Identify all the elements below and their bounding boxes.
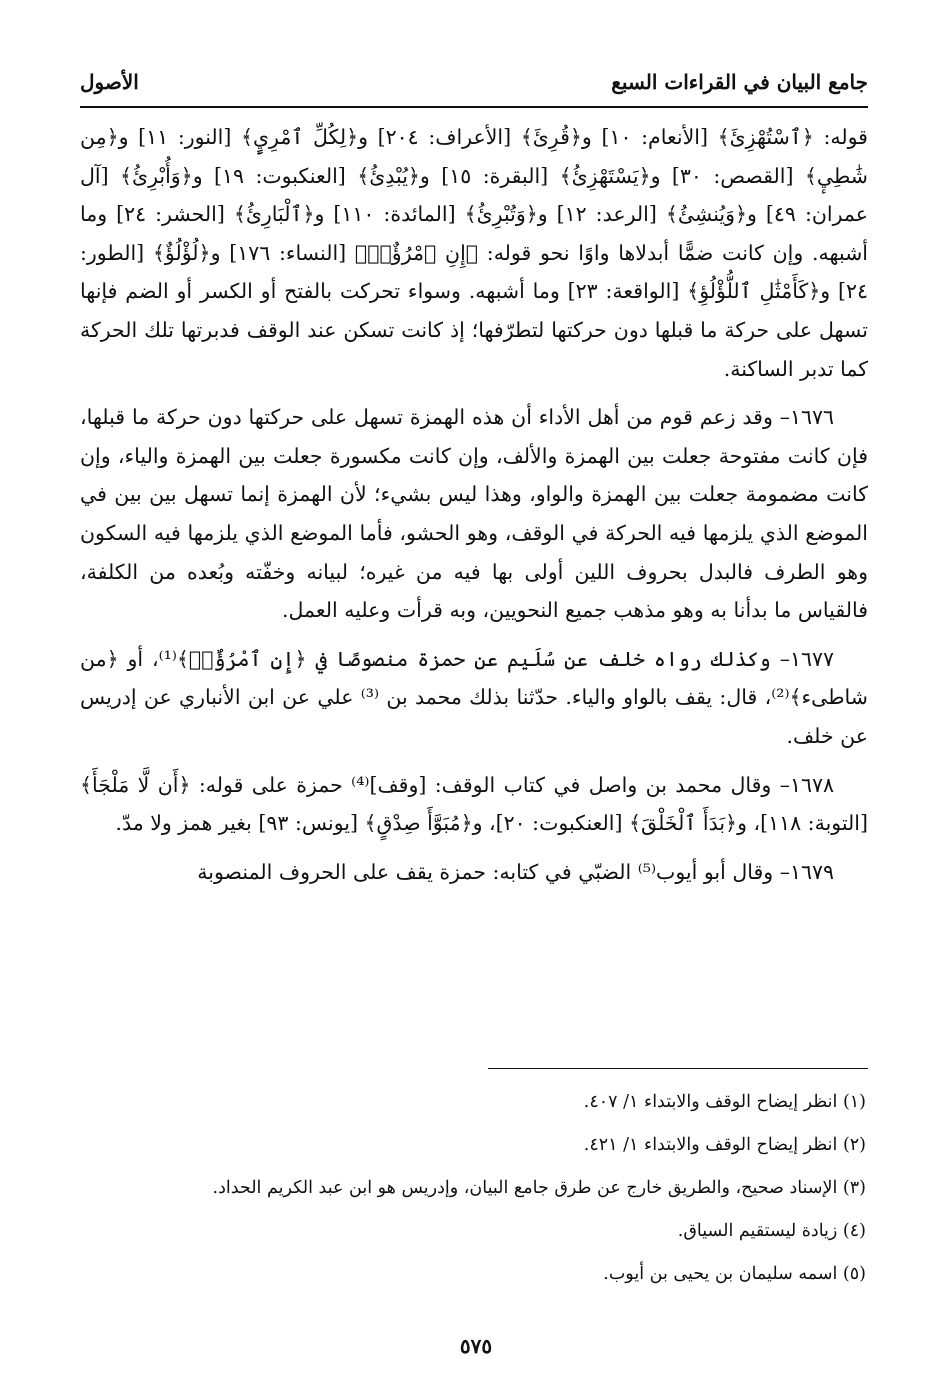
footnote-rule: [488, 1068, 868, 1069]
paragraph-1678: ١٦٧٨– وقال محمد بن واصل في كتاب الوقف: [وقف]⁽⁴⁾ حمزة على قوله: ﴿أَن لَّا مَلْجَأَ﴾ [التوبة: ١١٨]، و﴿بَدَأَ ٱلْخَلْقَ﴾ [العنكبوت: ٢٠]، و﴿مُبَوَّأَ صِدْقٍ﴾ [يونس: ٩٣] بغير همز ولا مدّ.: [80, 772, 868, 836]
book-title: جامع البيان في القراءات السبع: [611, 70, 868, 94]
footnotes: [80, 1086, 868, 1301]
main-text: [80, 118, 868, 901]
section-title: الأصول: [80, 70, 139, 94]
footnote-4: (٤) زيادة ليستقيم السياق.: [677, 1221, 866, 1241]
footnote-1: (١) انظر إيضاح الوقف والابتداء ١/ ٤٠٧.: [583, 1092, 866, 1112]
footnote-3: (٣) الإسناد صحيح، والطريق خارج عن طرق جامع البيان، وإدريس هو ابن عبد الكريم الحداد.: [212, 1178, 866, 1198]
paragraph-1677: ١٦٧٧– وكذلك رواه خلف عن سُلَيم عن حمزة منصوصًا في ﴿إِنِ ٱمْرُؤٌا۟﴾⁽¹⁾، أو ﴿من شاطىء﴾⁽²⁾، قال: يقف بالواو والياء. حدّثنا بذلك محمد بن ⁽³⁾ علي عن ابن الأنباري عن إدريس عن خلف.: [80, 646, 868, 748]
footnote-2: (٢) انظر إيضاح الوقف والابتداء ١/ ٤٢١.: [583, 1135, 866, 1155]
paragraph-1679: ١٦٧٩– وقال أبو أيوب⁽⁵⁾ الضبّي في كتابه: حمزة يقف على الحروف المنصوبة: [197, 859, 834, 884]
page-number: ٥٧٥: [459, 1334, 493, 1358]
footnote-5: (٥) اسمه سليمان بن يحيى بن أيوب.: [603, 1264, 866, 1284]
paragraph-continuation: قوله: ﴿ٱسْتُهْزِئَ﴾ [الأنعام: ١٠] و﴿قُرِئَ﴾ [الأعراف: ٢٠٤] و﴿لِكُلِّ ٱمْرِيٍٕ﴾ [النور: ١١] و﴿مِن شَٰطِيٕ﴾ [القصص: ٣٠] و﴿يَسْتَهْزِئُ﴾ [البقرة: ١٥] و﴿يُبْدِئُ﴾ [العنكبوت: ١٩] و﴿وَأُبْرِئُ﴾ [آل عمران: ٤٩] و﴿وَيُنشِئُ﴾ [الرعد: ١٢] و﴿وَتُبْرِئُ﴾ [المائدة: ١١٠] و﴿ٱلْبَارِئُ﴾ [الحشر: ٢٤] وما أشبهه. وإن كانت ضمًّا أبدلاها واوًا نحو قوله: ﴿إِنِ ٱمْرُؤٌا۟﴾ [النساء: ١٧٦] و﴿لُؤْلُؤٌ﴾ [الطور: ٢٤] و﴿كَأَمْثَٰلِ ٱللُّؤْلُؤِ﴾ [الواقعة: ٢٣] وما أشبهه. وسواء تحركت بالفتح أو الكسر أو الضم فإنها تسهل على حركة ما قبلها دون حركتها لتطرّفها؛ إذ كانت تسكن عند الوقف فدبرتها تلك الحركة كما تدبر الساكنة.: [80, 125, 869, 381]
paragraph-1676: ١٦٧٦– وقد زعم قوم من أهل الأداء أن هذه الهمزة تسهل على حركتها دون حركة ما قبلها، فإن كانت مفتوحة جعلت بين الهمزة والألف، وإن كانت مكسورة جعلت بين الهمزة والياء، وإن كانت مضمومة جعلت بين الهمزة والواو، وهذا ليس بشيء؛ لأن الهمزة إنما تسهل بين بين في الموضع الذي يلزمها فيه الحركة في الوقف، وهو الحشو، فأما الموضع الذي يلزمها فيه السكون وهو الطرف فالبدل بحروف اللين أولى بها فيه من غيره؛ لبيانه وخفّته وبُعده من الكلفة، فالقياس ما بدأنا به وهو مذهب جميع النحويين، وبه قرأت وعليه العمل.: [80, 405, 868, 623]
header-rule: [80, 106, 868, 108]
running-header: [80, 62, 868, 102]
